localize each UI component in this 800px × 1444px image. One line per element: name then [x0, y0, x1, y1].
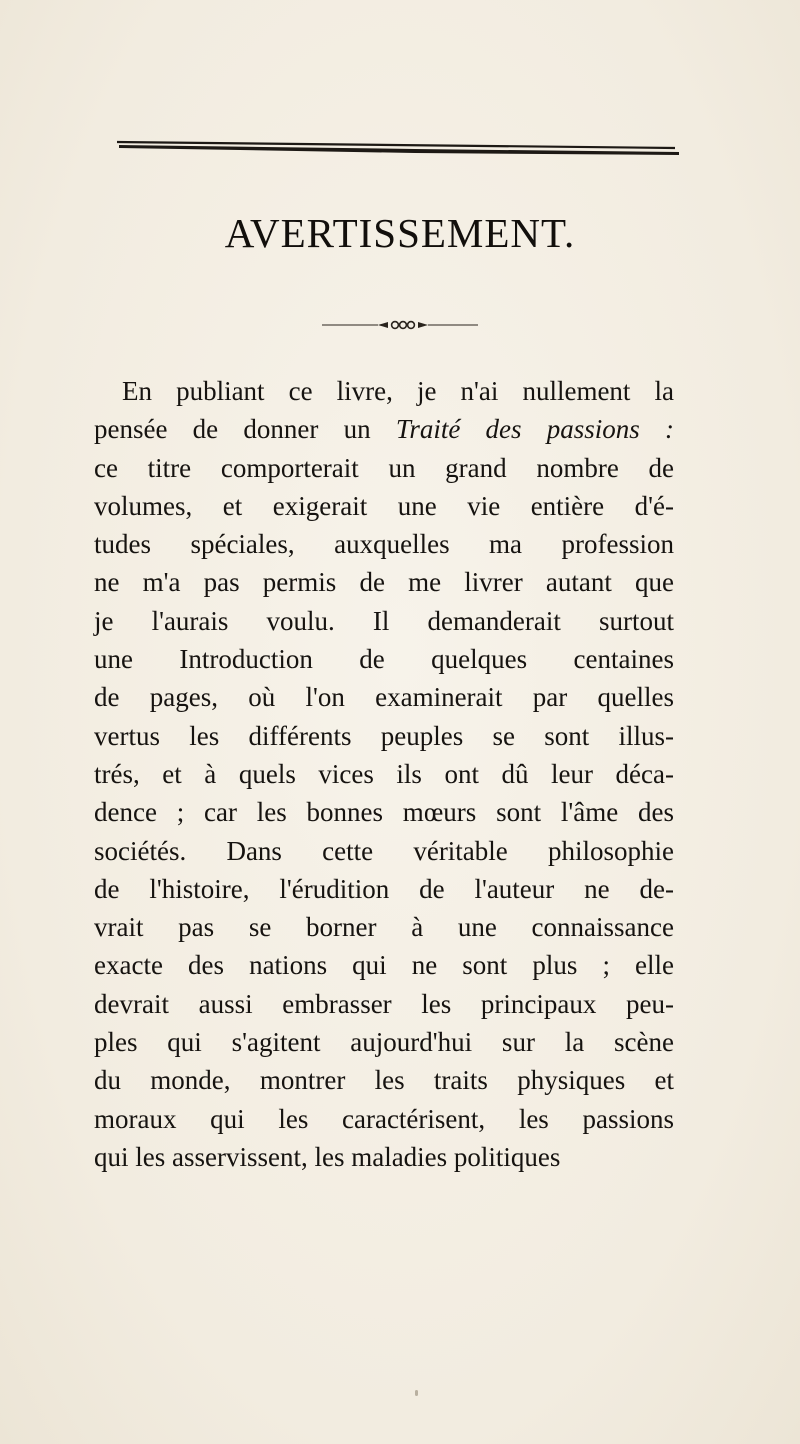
text-segment: de l'histoire, l'érudition de l'auteur ne de-	[94, 873, 674, 904]
text-segment: tudes spéciales, auxquelles ma profession	[94, 529, 674, 560]
text-line	[94, 410, 674, 448]
paper-speck	[415, 1390, 418, 1396]
page-title: AVERTISSEMENT.	[224, 210, 576, 256]
text-line	[94, 640, 674, 678]
text-line	[94, 1023, 674, 1061]
text-segment: du monde, montrer les traits physiques et	[94, 1065, 674, 1096]
text-line	[94, 449, 674, 487]
text-line	[94, 1100, 674, 1138]
text-segment: devrait aussi embrasser les principaux peu-	[94, 988, 674, 1019]
text-segment: de pages, où l'on examinerait par quelles	[94, 682, 674, 713]
top-decorative-rule	[115, 140, 681, 158]
text-line	[94, 717, 674, 755]
text-line	[94, 755, 674, 793]
text-line	[94, 372, 674, 410]
text-line	[94, 602, 674, 640]
text-line	[94, 525, 674, 563]
text-segment: En publiant ce livre, je n'ai nullement la	[122, 376, 674, 406]
text-segment: vertus les différents peuples se sont illus-	[94, 720, 674, 751]
text-line	[94, 1061, 674, 1099]
text-segment: qui les asservissent, les maladies politiques	[94, 1141, 561, 1172]
italic-book-title: Traité des passions :	[395, 414, 675, 445]
text-line	[94, 946, 674, 984]
text-segment: ne m'a pas permis de me livrer autant que	[94, 567, 674, 598]
text-line	[94, 563, 674, 601]
text-line	[94, 985, 674, 1023]
text-line	[94, 832, 674, 870]
text-segment: une Introduction de quelques centaines	[94, 644, 674, 675]
text-segment: je l'aurais voulu. Il demanderait surtout	[94, 605, 674, 636]
text-segment: dence ; car les bonnes mœurs sont l'âme des	[94, 797, 674, 828]
paragraph	[94, 372, 674, 1176]
text-line	[94, 487, 674, 525]
text-line	[94, 1138, 674, 1176]
text-segment: pensée de donner un	[94, 414, 396, 445]
text-line	[94, 908, 674, 946]
text-segment: trés, et à quels vices ils ont dû leur déca-	[94, 758, 674, 789]
text-segment: moraux qui les caractérisent, les passions	[94, 1103, 674, 1134]
text-line	[94, 793, 674, 831]
text-line	[94, 678, 674, 716]
text-segment: volumes, et exigerait une vie entière d'é-	[94, 490, 674, 521]
text-segment: vrait pas se borner à une connaissance	[94, 912, 674, 943]
text-segment: sociétés. Dans cette véritable philosophie	[94, 835, 674, 866]
text-segment: ce titre comporterait un grand nombre de	[94, 452, 674, 483]
text-segment: ples qui s'agitent aujourd'hui sur la scène	[94, 1027, 674, 1058]
text-line	[94, 870, 674, 908]
text-segment: exacte des nations qui ne sont plus ; elle	[94, 950, 674, 981]
ornament-divider	[320, 318, 480, 332]
